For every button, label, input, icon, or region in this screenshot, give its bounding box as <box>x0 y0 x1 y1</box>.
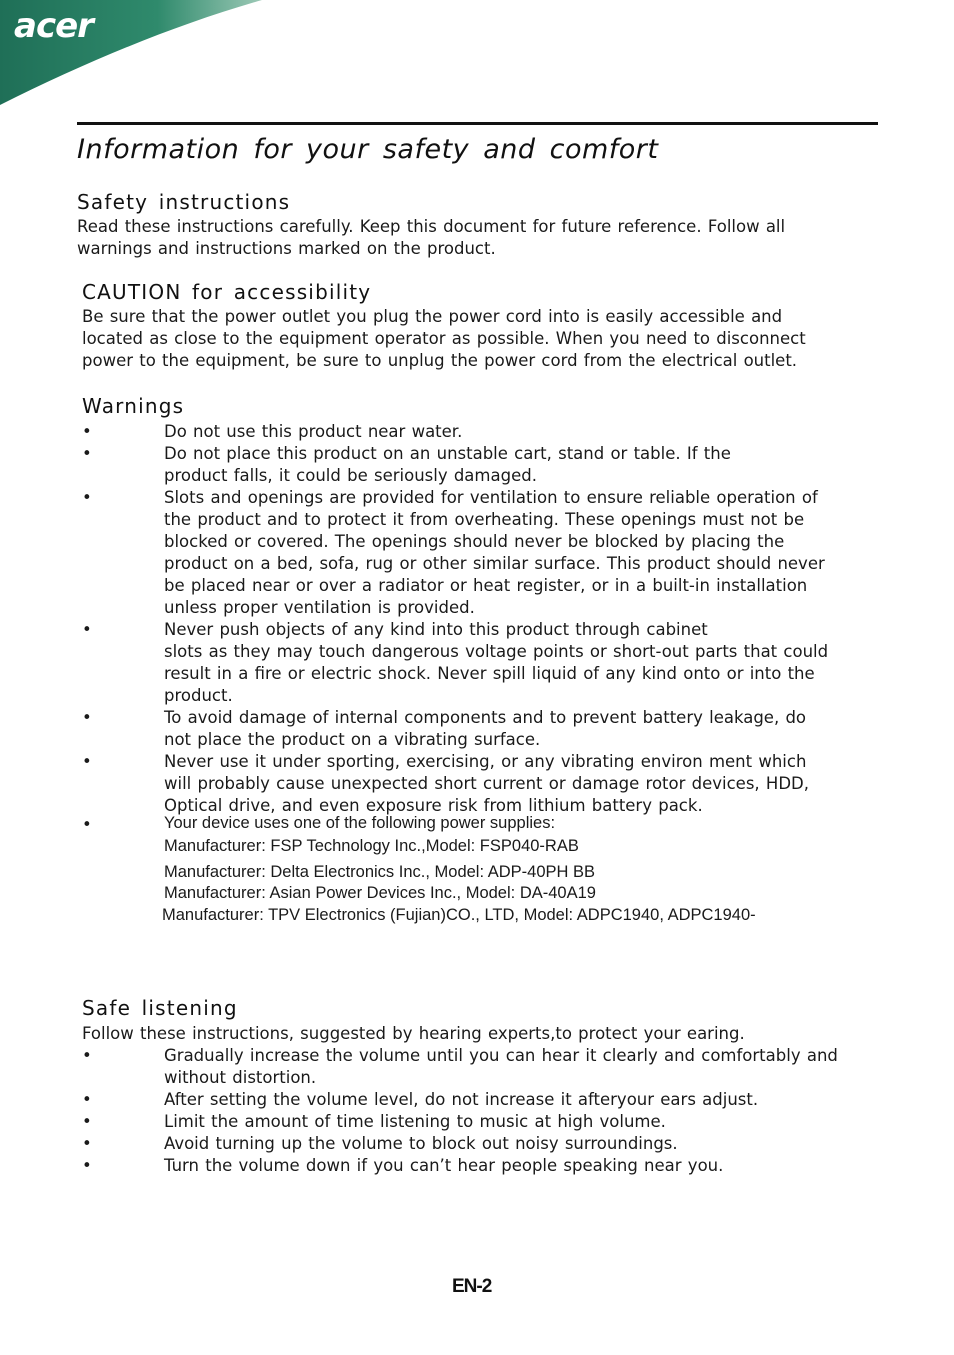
listening-line: Limit the amount of time listening to music at high volume. <box>164 1112 666 1131</box>
warning-line: Never push objects of any kind into this product through cabinet <box>164 620 708 639</box>
power-supply-entry: Manufacturer: TPV Electronics (Fujian)CO., LTD, Model: ADPC1940, ADPC1940- <box>162 906 756 924</box>
bullet: • <box>82 1112 92 1131</box>
warning-line: be placed near or over a radiator or heat register, or in a built-in installation <box>164 576 808 595</box>
warning-line: will probably cause unexpected short current or damage rotor devices, HDD, <box>164 774 809 793</box>
bullet: • <box>82 1134 92 1153</box>
bullet: • <box>82 815 92 834</box>
listening-line: After setting the volume level, do not increase it afteryour ears adjust. <box>164 1090 759 1109</box>
caution-line-3: power to the equipment, be sure to unplug the power cord from the electrical outlet. <box>82 351 798 370</box>
safe-listening-list <box>82 1045 838 1177</box>
warning-line: the product and to protect it from overheating. These openings must not be <box>164 510 805 529</box>
warning-item <box>82 443 828 487</box>
warning-item <box>82 751 828 817</box>
warnings-heading: Warnings <box>82 394 185 418</box>
warning-line: Slots and openings are provided for ventilation to ensure reliable operation of <box>164 488 818 507</box>
warning-line: product falls, it could be seriously damaged. <box>164 466 537 485</box>
listening-item <box>82 1089 838 1111</box>
safe-listening-heading: Safe listening <box>82 996 238 1020</box>
listening-line: Avoid turning up the volume to block out noisy surroundings. <box>164 1134 678 1153</box>
warning-item <box>82 487 828 619</box>
warning-line: product. <box>164 686 233 705</box>
power-supplies-intro: Your device uses one of the following power supplies: <box>164 814 556 832</box>
safety-instructions-line-2: warnings and instructions marked on the product. <box>77 239 496 258</box>
page-title: Information for your safety and comfort <box>77 134 659 165</box>
bullet: • <box>82 444 92 463</box>
safe-listening-intro: Follow these instructions, suggested by hearing experts,to protect your earing. <box>82 1024 745 1043</box>
warning-line: not place the product on a vibrating surface. <box>164 730 541 749</box>
warning-item <box>82 421 828 443</box>
listening-line: Turn the volume down if you can’t hear people speaking near you. <box>164 1156 724 1175</box>
listening-item <box>82 1045 838 1089</box>
warning-line: result in a fire or electric shock. Never spill liquid of any kind onto or into the <box>164 664 815 683</box>
title-rule <box>77 122 878 125</box>
bullet: • <box>82 1090 92 1109</box>
warning-line: Do not use this product near water. <box>164 422 463 441</box>
bullet: • <box>82 488 92 507</box>
caution-line-2: located as close to the equipment operator as possible. When you need to disconnect <box>82 329 806 348</box>
bullet: • <box>82 752 92 771</box>
bullet: • <box>82 1156 92 1175</box>
power-supply-entry: Manufacturer: Asian Power Devices Inc., Model: DA-40A19 <box>164 884 596 902</box>
warning-line: product on a bed, sofa, rug or other similar surface. This product should never <box>164 554 825 573</box>
caution-heading: CAUTION for accessibility <box>82 280 372 304</box>
listening-item <box>82 1133 838 1155</box>
listening-line: without distortion. <box>164 1068 317 1087</box>
warning-line: To avoid damage of internal components and to prevent battery leakage, do <box>164 708 807 727</box>
acer-logo: acer <box>14 6 93 46</box>
warning-line: slots as they may touch dangerous voltage points or short-out parts that could <box>164 642 829 661</box>
safety-instructions-heading: Safety instructions <box>77 190 291 214</box>
page-number: EN-2 <box>452 1276 492 1297</box>
warning-line: blocked or covered. The openings should never be blocked by placing the <box>164 532 785 551</box>
warning-item <box>82 707 828 751</box>
listening-line: Gradually increase the volume until you can hear it clearly and comfortably and <box>164 1046 838 1065</box>
bullet: • <box>82 422 92 441</box>
warning-line: Optical drive, and even exposure risk from lithium battery pack. <box>164 796 703 815</box>
power-supply-entry: Manufacturer: FSP Technology Inc.,Model: FSP040-RAB <box>164 837 579 855</box>
warning-item <box>82 619 828 707</box>
warning-line: Do not place this product on an unstable cart, stand or table. If the <box>164 444 731 463</box>
bullet: • <box>82 708 92 727</box>
listening-item <box>82 1155 838 1177</box>
power-supply-entry: Manufacturer: Delta Electronics Inc., Model: ADP-40PH BB <box>164 863 596 881</box>
warnings-list <box>82 421 828 817</box>
brand-header-band <box>0 0 954 110</box>
listening-item <box>82 1111 838 1133</box>
caution-line-1: Be sure that the power outlet you plug the power cord into is easily accessible and <box>82 307 783 326</box>
bullet: • <box>82 620 92 639</box>
bullet: • <box>82 1046 92 1065</box>
safety-instructions-line-1: Read these instructions carefully. Keep this document for future reference. Follow all <box>77 217 786 236</box>
warning-line: unless proper ventilation is provided. <box>164 598 475 617</box>
warning-line: Never use it under sporting, exercising, or any vibrating environ ment which <box>164 752 807 771</box>
